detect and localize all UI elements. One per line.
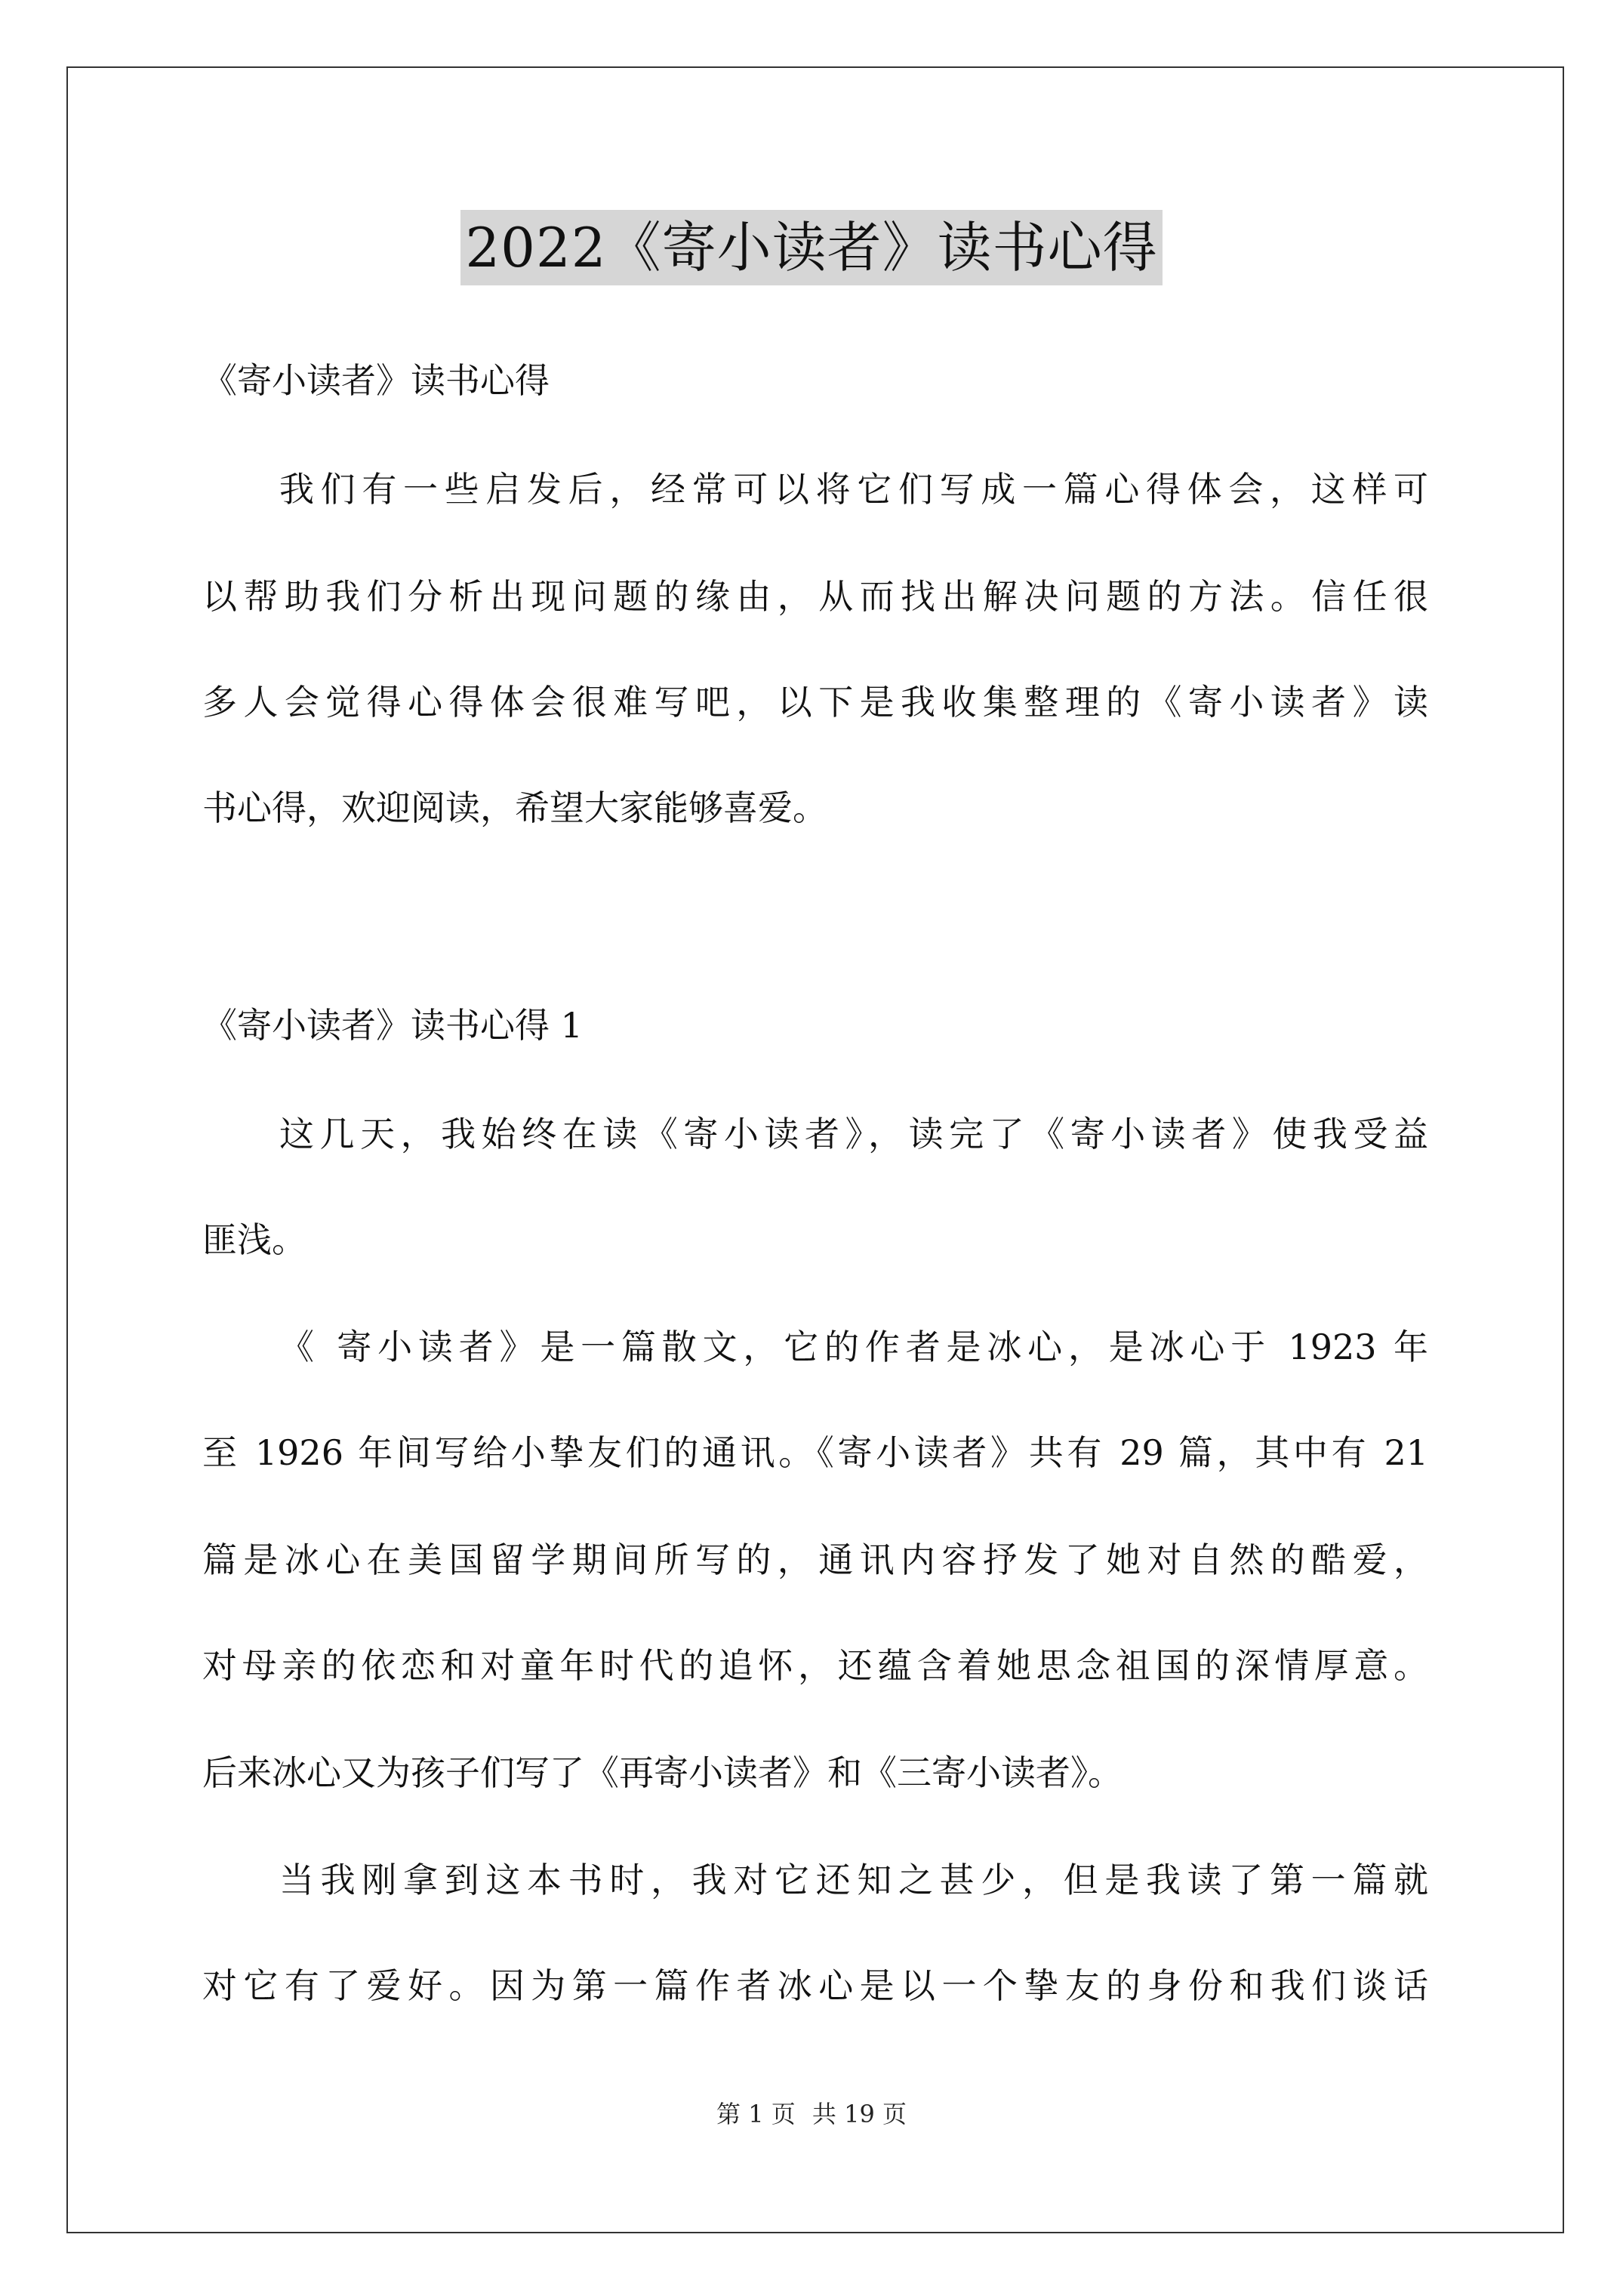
paragraph-line: 对它有了爱好。因为第一篇作者冰心是以一个挚友的身份和我们谈话 (202, 1965, 1428, 2006)
paragraph-line: 当我刚拿到这本书时，我对它还知之甚少，但是我读了第一篇就 (279, 1860, 1428, 1900)
page-number: 第 1 页 (716, 2100, 796, 2128)
paragraph-line: 这几天，我始终在读《寄小读者》，读完了《寄小读者》使我受益 (279, 1114, 1428, 1154)
paragraph-line: 后来冰心又为孩子们写了《再寄小读者》和《三寄小读者》。 (202, 1752, 1123, 1793)
page-total: 共 19 页 (812, 2100, 907, 2128)
paragraph-line: 书心得，欢迎阅读，希望大家能够喜爱。 (202, 787, 827, 828)
paragraph-line: 对母亲的依恋和对童年时代的追怀，还蕴含着她思念祖国的深情厚意。 (202, 1645, 1428, 1686)
page-footer (0, 2099, 1623, 2129)
paragraph-line: 我们有一些启发后，经常可以将它们写成一篇心得体会，这样可 (279, 469, 1428, 510)
intro-heading: 《寄小读者》读书心得 (202, 360, 550, 401)
section-heading: 《寄小读者》读书心得 1 (202, 1005, 583, 1046)
paragraph-line: 多人会觉得心得体会很难写吧，以下是我收集整理的《寄小读者》读 (202, 682, 1428, 723)
title-area (0, 210, 1623, 285)
paragraph-line: 《 寄小读者》是一篇散文，它的作者是冰心，是冰心于 1923 年 (279, 1327, 1428, 1367)
paragraph-line: 以帮助我们分析出现问题的缘由，从而找出解决问题的方法。信任很 (202, 576, 1428, 617)
paragraph-line: 至 1926 年间写给小挚友们的通讯。《寄小读者》共有 29 篇，其中有 21 (202, 1432, 1428, 1473)
paragraph-line: 篇是冰心在美国留学期间所写的，通讯内容抒发了她对自然的酷爱， (202, 1539, 1428, 1580)
document-title: 2022《寄小读者》读书心得 (460, 210, 1162, 285)
paragraph-line: 匪浅。 (202, 1219, 306, 1260)
